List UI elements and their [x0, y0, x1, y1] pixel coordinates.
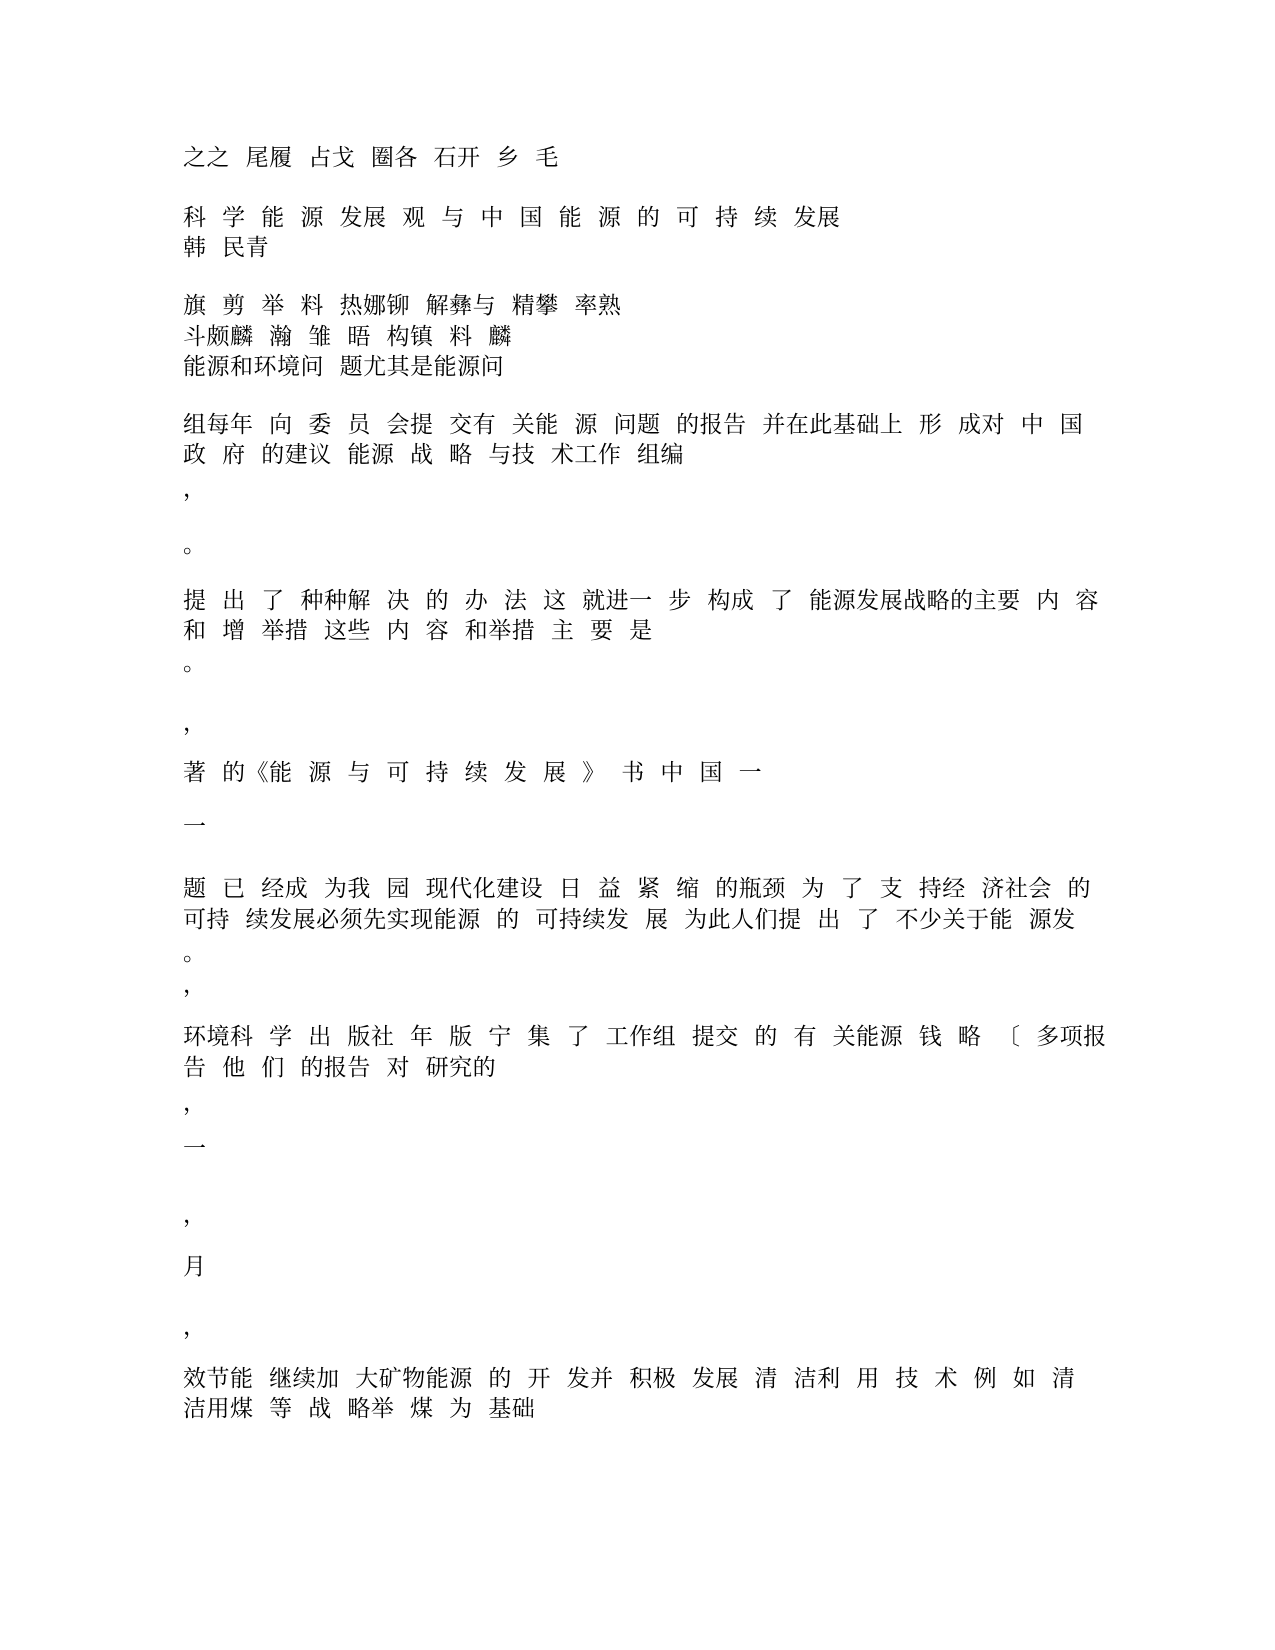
- header-garbled-text: 之之 尾履 占戈 圈各 石开 乡 毛: [183, 145, 559, 171]
- author-name: 韩 民青: [183, 235, 270, 261]
- paragraph-4-line-2: 告 他 们 的报告 对 研究的: [183, 1055, 497, 1081]
- subheading-line-2: 斗颇麟 瀚 雏 晤 构镇 料 麟: [183, 324, 512, 350]
- paragraph-4-line-1: 环境科 学 出 版社 年 版 宁 集 了 工作组 提交 的 有 关能源 钱 略 〔 多项报: [183, 1024, 1107, 1050]
- punctuation-comma: ，: [183, 1202, 207, 1228]
- paragraph-2-line-1: 提 出 了 种种解 决 的 办 法 这 就进一 步 构成 了 能源发展战略的主要 内 容: [183, 588, 1099, 614]
- document-title: 科 学 能 源 发展 观 与 中 国 能 源 的 可 持 续 发展: [183, 205, 841, 231]
- month-character: 月: [183, 1254, 207, 1280]
- punctuation-period: 。: [183, 532, 207, 558]
- subheading-line-1: 旗 剪 举 料 热娜铆 解彝与 精攀 率熟: [183, 293, 622, 319]
- paragraph-3-line-2: 可持 续发展必须先实现能源 的 可持续发 展 为此人们提 出 了 不少关于能 源发: [183, 907, 1076, 933]
- punctuation-comma: ，: [183, 710, 207, 736]
- paragraph-1-line-1: 组每年 向 委 员 会提 交有 关能 源 问题 的报告 并在此基础上 形 成对 中 国: [183, 412, 1084, 438]
- punctuation-period: 。: [183, 940, 207, 966]
- book-citation-line: 著 的《能 源 与 可 持 续 发 展 》 书 中 国 一: [183, 760, 763, 786]
- dash-mark: 一: [183, 1136, 207, 1162]
- paragraph-1-line-2: 政 府 的建议 能源 战 略 与技 术工作 组编: [183, 442, 684, 468]
- punctuation-comma: ，: [183, 1090, 207, 1116]
- paragraph-5-line-2: 洁用煤 等 战 略举 煤 为 基础: [183, 1396, 536, 1422]
- paragraph-3-line-1: 题 已 经成 为我 园 现代化建设 日 益 紧 缩 的瓶颈 为 了 支 持经 济社会 的: [183, 876, 1091, 902]
- paragraph-2-line-2: 和 增 举措 这些 内 容 和举措 主 要 是: [183, 618, 653, 644]
- punctuation-comma: ，: [183, 1314, 207, 1340]
- punctuation-comma: ，: [183, 476, 207, 502]
- dash-mark: 一: [183, 814, 207, 840]
- punctuation-period: 。: [183, 650, 207, 676]
- subheading-line-3: 能源和环境问 题尤其是能源问: [183, 354, 505, 380]
- paragraph-5-line-1: 效节能 继续加 大矿物能源 的 开 发并 积极 发展 清 洁利 用 技 术 例 如 清: [183, 1366, 1076, 1392]
- punctuation-comma: ，: [183, 972, 207, 998]
